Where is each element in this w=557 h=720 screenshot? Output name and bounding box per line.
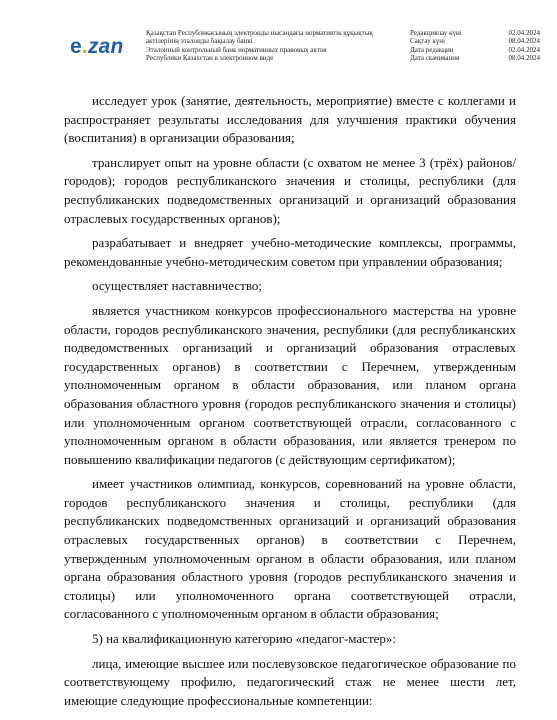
header-title — [146, 29, 396, 63]
meta-label: Сақтау күні — [410, 37, 445, 46]
header-title-line: Қазақстан Республикасының электронды нысандағы нормативтік құқықтық — [146, 29, 373, 37]
paragraph: исследует урок (занятие, деятельность, мероприятие) вместе с коллегами и распространяет результаты исследования для улучшения практики обучения (воспитания) в организации образования; — [64, 93, 516, 146]
header-title-line: актілерінің эталонды бақылау банкі — [146, 37, 253, 46]
logo-zan: zan — [87, 35, 124, 58]
paragraph: является участником конкурсов профессионального мастерства на уровне области, городов республиканского значения, республики (для республиканских подведомственных организаций и организаций образования отраслевых государственных органов) в соответствии с Перечнем, утвержденным уполномоченным органом в области образования, или планом органа образования областного уровня (городов республиканского значения и столицы) или уполномоченным органом соответствующей отрасли, согласованного с уполномоченным органом в области образования, или является тренером по повышению квалификации педагогов (с действующим сертификатом); — [64, 302, 516, 467]
meta-value: 08.04.2024 — [508, 54, 540, 63]
paragraph: осуществляет наставничество; — [92, 278, 263, 294]
meta-row — [410, 29, 540, 37]
meta-row — [410, 37, 540, 45]
logo-dot: . — [81, 35, 88, 58]
paragraph: 5) на квалификационную категорию «педагог-мастер»: — [92, 631, 397, 647]
meta-label: Редакциялау күні — [410, 29, 462, 37]
paragraph: лица, имеющие высшее или послевузовское педагогическое образование по соответствующему профилю, педагогический стаж не менее шести лет, имеющие следующие профессиональные компетенции: — [64, 655, 516, 708]
ezan-logo — [70, 36, 124, 57]
meta-label: Дата редакции — [410, 45, 454, 54]
paragraph: разрабатывает и внедряет учебно-методические комплексы, программы, рекомендованные учебно-методическим советом при управлении образования; — [64, 235, 516, 269]
header-dates — [410, 29, 540, 63]
meta-label: Дата скачивания — [410, 54, 460, 63]
meta-value: 02.04.2024 — [508, 29, 540, 37]
meta-value: 08.04.2024 — [508, 37, 540, 46]
meta-row — [410, 54, 540, 62]
paragraph: имеет участников олимпиад, конкурсов, соревнований на уровне области, городов республиканского значения и столицы, республики (для республиканских подведомственных организаций и организаций образования отраслевых государственных органов) в соответствии с Перечнем, утвержденным уполномоченным органом в области образования, или планом органа образования областного уровня (городов республиканского значения и столицы) или уполномоченного органа соответствующей отрасли, согласованного с уполномоченным органом в области образования; — [64, 476, 516, 622]
header-title-line: Эталонный контрольный банк нормативных правовых актов — [146, 45, 327, 54]
header-title-line: Республики Казахстан в электронном виде — [146, 54, 274, 63]
logo-e: e — [70, 35, 82, 58]
meta-row — [410, 46, 540, 54]
meta-value: 02.04.2024 — [508, 45, 540, 54]
document-body — [64, 92, 516, 716]
paragraph: транслирует опыт на уровне области (с охватом не менее 3 (трёх) районов/городов); городов республиканского значения и столицы, республики (для республиканских подведомственных организаций и организаций образования отраслевых государственных органов); — [64, 154, 516, 226]
document-header — [0, 0, 557, 72]
